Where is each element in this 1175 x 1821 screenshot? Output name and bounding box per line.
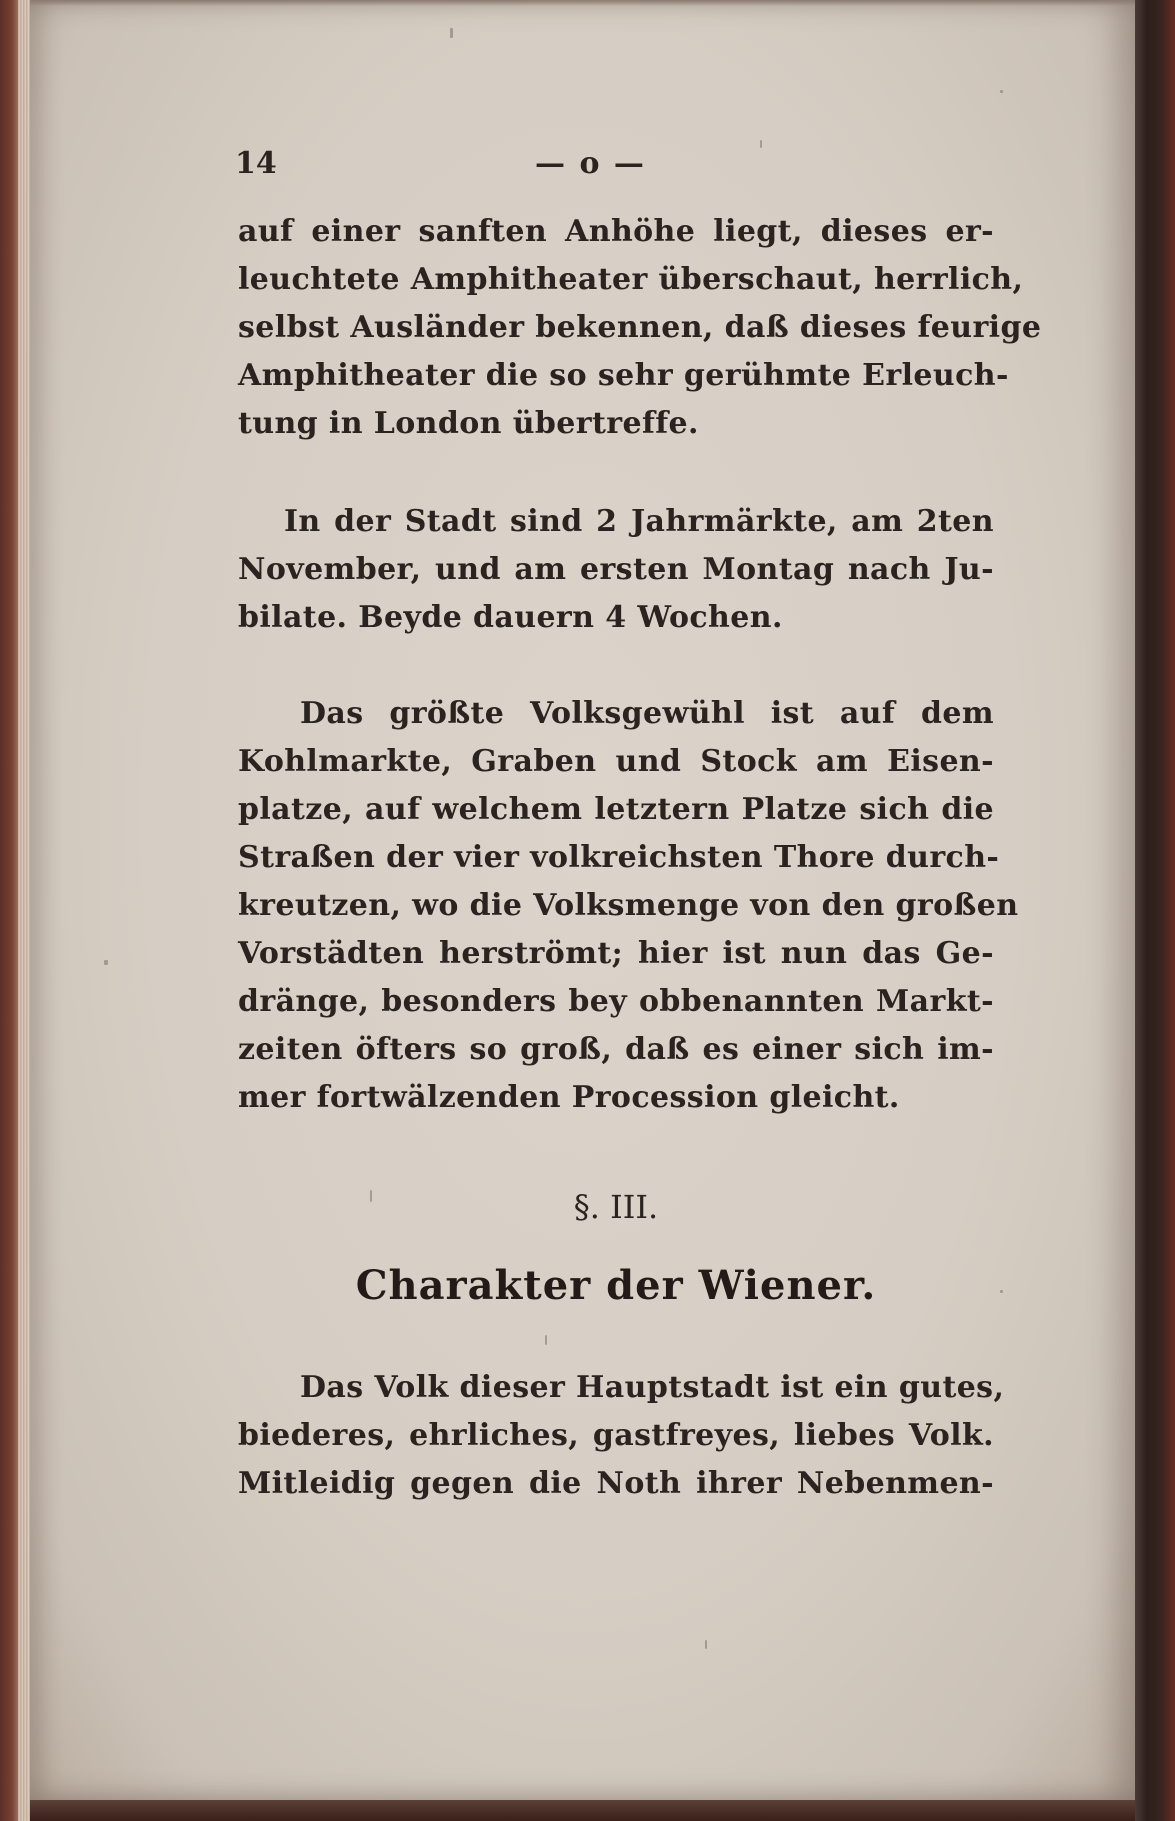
text-line: platze, auf welchem letztern Platze sich die [238, 792, 994, 827]
text-line: selbst Ausländer bekennen, daß dieses feurige [238, 310, 1042, 345]
paper-speck [1000, 90, 1003, 93]
text-line: Amphitheater die so sehr gerühmte Erleuch- [238, 358, 1009, 393]
page-header [235, 146, 995, 186]
paragraph [238, 1364, 1005, 1508]
text-line: dränge, besonders bey obbenannten Markt- [238, 984, 994, 1019]
paper-speck [1000, 1290, 1003, 1293]
paper-speck [705, 1640, 707, 1649]
section-number: §. III. [573, 1188, 659, 1226]
text-line: bilate. Beyde dauern 4 Wochen. [238, 600, 783, 635]
text-line: Kohlmarkte, Graben und Stock am Eisen- [238, 744, 994, 779]
page-number: 14 [235, 146, 277, 181]
header-ornament: — o — [535, 146, 646, 181]
paper-speck [450, 28, 453, 38]
text-line: kreutzen, wo die Volksmenge von den großen [238, 888, 1019, 923]
text-line: Vorstädten herströmt; hier ist nun das Ge- [238, 936, 994, 971]
paper-speck [545, 1335, 547, 1345]
paragraph [238, 208, 1042, 448]
text-line: In der Stadt sind 2 Jahrmärkte, am 2ten [284, 504, 994, 539]
text-line: leuchtete Amphitheater überschaut, herrlich, [238, 262, 1024, 297]
text-line: biederes, ehrliches, gastfreyes, liebes Volk. [238, 1418, 994, 1453]
text-line: mer fortwälzenden Procession gleicht. [238, 1080, 900, 1115]
text-line: Das größte Volksgewühl ist auf dem [300, 696, 994, 731]
text-line: Mitleidig gegen die Noth ihrer Nebenmen- [238, 1466, 994, 1501]
text-line: November, und am ersten Montag nach Ju- [238, 552, 994, 587]
text-line: auf einer sanften Anhöhe liegt, dieses er- [238, 214, 994, 249]
book-binding-bottom [30, 1800, 1135, 1821]
section-title: Charakter der Wiener. [355, 1262, 877, 1309]
text-line: zeiten öfters so groß, daß es einer sich im- [238, 1032, 994, 1067]
text-line: Das Volk dieser Hauptstadt ist ein gutes, [300, 1370, 1005, 1405]
page-top-edge [30, 0, 1135, 6]
paper-speck [104, 960, 108, 965]
text-line: Straßen der vier volkreichsten Thore durch- [238, 840, 1000, 875]
text-line: tung in London übertreffe. [238, 406, 699, 441]
paragraph [238, 690, 1019, 1122]
paragraph [238, 498, 994, 642]
book-binding-right [1135, 0, 1175, 1821]
